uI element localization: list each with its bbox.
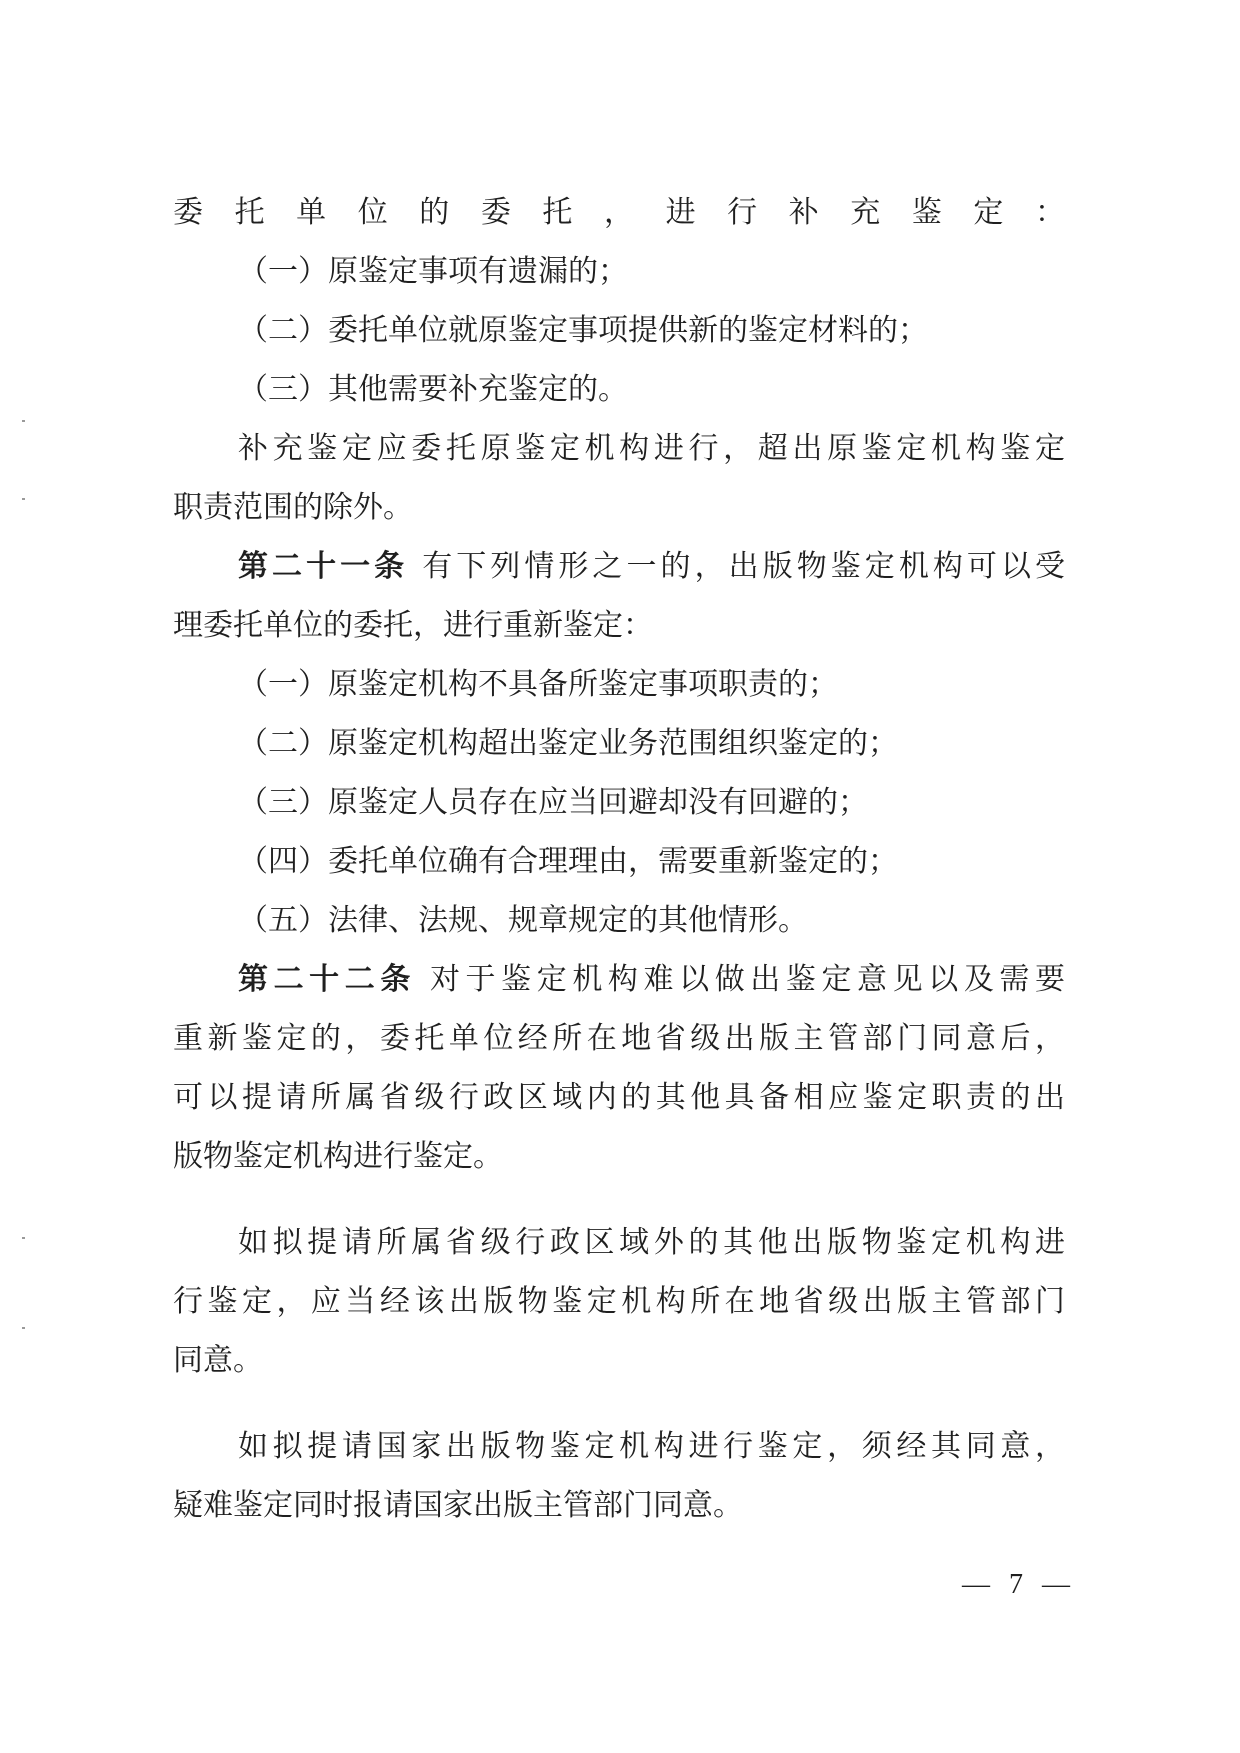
- paragraph-line: 行鉴定，应当经该出版物鉴定机构所在地省级出版主管部门: [173, 1284, 1065, 1319]
- paragraph-line: 如拟提请所属省级行政区域外的其他出版物鉴定机构进: [238, 1225, 1065, 1260]
- paragraph-line: 可以提请所属省级行政区域内的其他具备相应鉴定职责的出: [173, 1080, 1065, 1115]
- list-item: （二）委托单位就原鉴定事项提供新的鉴定材料的；: [238, 313, 928, 348]
- article-22-line: [238, 960, 1065, 1000]
- page-number: — 7 —: [962, 1569, 1076, 1600]
- article-21-text: 有下列情形之一的，出版物鉴定机构可以受: [422, 549, 1066, 584]
- paragraph-line: 理委托单位的委托，进行重新鉴定：: [173, 608, 653, 643]
- list-item: （二）原鉴定机构超出鉴定业务范围组织鉴定的；: [238, 726, 898, 761]
- text-line: 委托单位的委托，进行补充鉴定：: [173, 195, 1065, 230]
- list-item: （五）法律、法规、规章规定的其他情形。: [238, 903, 808, 938]
- list-item: （三）原鉴定人员存在应当回避却没有回避的；: [238, 785, 868, 820]
- paragraph-line: 疑难鉴定同时报请国家出版主管部门同意。: [173, 1488, 743, 1523]
- article-21-heading: 第二十一条: [238, 549, 409, 584]
- list-item: （一）原鉴定事项有遗漏的；: [238, 254, 628, 289]
- paragraph-line: 同意。: [173, 1343, 263, 1378]
- paragraph-line: 版物鉴定机构进行鉴定。: [173, 1139, 503, 1174]
- scan-margin-mark: [22, 420, 25, 422]
- list-item: （一）原鉴定机构不具备所鉴定事项职责的；: [238, 667, 838, 702]
- list-item: （四）委托单位确有合理理由，需要重新鉴定的；: [238, 844, 898, 879]
- scan-margin-mark: [22, 1237, 25, 1239]
- paragraph-line: 补充鉴定应委托原鉴定机构进行，超出原鉴定机构鉴定: [238, 431, 1065, 466]
- paragraph-line: 重新鉴定的，委托单位经所在地省级出版主管部门同意后，: [173, 1021, 1065, 1056]
- article-21-line: [238, 547, 1065, 587]
- scan-margin-mark: [22, 498, 25, 500]
- list-item: （三）其他需要补充鉴定的。: [238, 372, 628, 407]
- article-22-text: 对于鉴定机构难以做出鉴定意见以及需要: [429, 962, 1066, 997]
- article-22-heading: 第二十二条: [238, 962, 416, 997]
- scan-margin-mark: [22, 1327, 25, 1329]
- paragraph-line: 如拟提请国家出版物鉴定机构进行鉴定，须经其同意，: [238, 1429, 1065, 1464]
- paragraph-line: 职责范围的除外。: [173, 490, 413, 525]
